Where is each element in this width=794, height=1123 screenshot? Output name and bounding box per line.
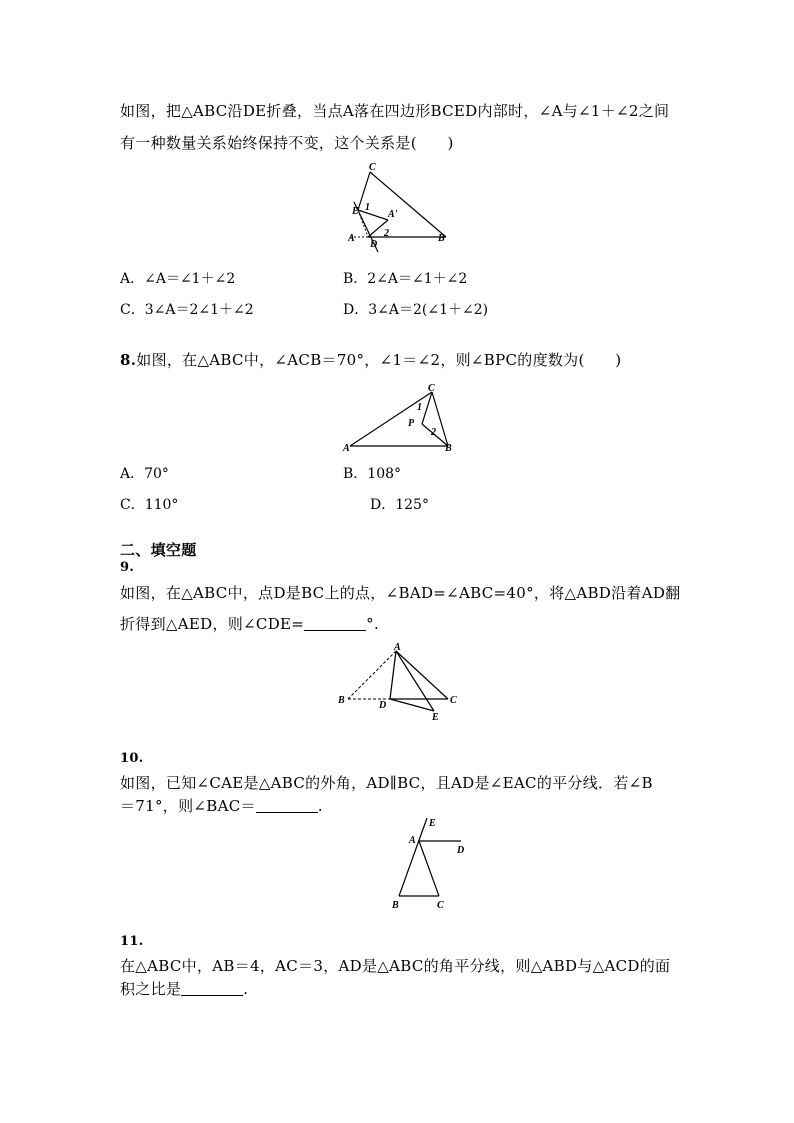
q8-option-c: C．110° (120, 497, 179, 513)
q8-label-1: 1 (417, 402, 422, 413)
q7-text-line2: 有一种数量关系始终保持不变，这个关系是( ) (120, 134, 454, 152)
q9-text-line2 (120, 614, 379, 634)
q8-option-d: D．125° (370, 497, 429, 513)
q9-answer-blank[interactable] (304, 616, 366, 631)
q10-answer-blank[interactable] (256, 798, 318, 813)
q10-label-B: B (392, 900, 399, 911)
q7-option-c: C．3∠A＝2∠1＋∠2 (120, 302, 254, 318)
q9-label-D: D (379, 700, 387, 711)
q9-label-C: C (450, 695, 457, 706)
q8-label-C: C (428, 383, 435, 394)
q8-label-2: 2 (431, 427, 436, 438)
q8-label-B: B (445, 443, 452, 454)
q7-label-2: 2 (384, 228, 389, 239)
q10-figure (385, 812, 475, 914)
section-title: 二、填空题 (120, 541, 197, 559)
q11-line2-end: . (243, 980, 249, 998)
q8-label-A: A (343, 443, 350, 454)
q9-label-E: E (432, 712, 439, 723)
q9-text-line1: 如图，在△ABC中，点D是BC上的点，∠BAD=∠ABC=40°，将△ABD沿着AD翻 (120, 584, 681, 602)
q8-option-b: B．108° (343, 466, 402, 482)
q11-text-line1: 在△ABC中，AB＝4，AC＝3，AD是△ABC的角平分线，则△ABD与△ACD的面 (120, 957, 671, 975)
q8-number: 8. (120, 351, 137, 369)
q8-option-a: A．70° (120, 466, 169, 482)
q7-label-B: B (438, 233, 445, 244)
q10-line2-end: . (317, 797, 323, 815)
q7-text-line1: 如图，把△ABC沿DE折叠，当点A落在四边形BCED内部时，∠A与∠1＋∠2之间 (120, 102, 670, 120)
q8-text: 如图，在△ABC中，∠ACB＝70°，∠1＝∠2，则∠BPC的度数为( ) (136, 351, 622, 369)
q7-option-a: A．∠A＝∠1＋∠2 (120, 271, 236, 287)
q10-text-line1: 如图，已知∠CAE是△ABC的外角，AD∥BC，且AD是∠EAC的平分线．若∠B (120, 774, 653, 792)
q7-option-b: B．2∠A＝∠1＋∠2 (343, 271, 468, 287)
q8-figure (340, 380, 460, 455)
q7-option-d: D．3∠A＝2(∠1＋∠2) (343, 302, 489, 318)
q9-figure (330, 640, 470, 725)
q7-label-E: E (352, 206, 359, 217)
q10-number: 10. (120, 751, 144, 766)
q10-label-C: C (437, 900, 444, 911)
q8-question (120, 350, 621, 370)
q7-label-C: C (369, 162, 376, 173)
q11-number: 11. (120, 934, 144, 949)
q10-line2-start: ＝71°，则∠BAC＝ (120, 797, 256, 815)
q10-label-A: A (409, 835, 416, 846)
q10-text-line2 (120, 796, 323, 816)
q9-label-B: B (338, 695, 345, 706)
q7-label-Ap: A' (388, 209, 398, 220)
q9-number: 9. (120, 560, 135, 575)
q7-label-D: D (370, 239, 378, 250)
q7-label-A: A (348, 233, 355, 244)
q7-figure (340, 162, 460, 257)
q10-label-D: D (457, 845, 465, 856)
q9-line2-end: °. (366, 615, 380, 633)
q7-label-1: 1 (365, 202, 370, 213)
q9-label-A: A (394, 642, 401, 653)
q10-label-E: E (429, 818, 436, 829)
q11-line2-start: 积之比是 (120, 980, 182, 998)
q9-line2-start: 折得到△AED，则∠CDE= (120, 615, 305, 633)
q11-answer-blank[interactable] (181, 981, 243, 996)
q8-label-P: P (408, 418, 415, 429)
q11-text-line2 (120, 979, 248, 999)
